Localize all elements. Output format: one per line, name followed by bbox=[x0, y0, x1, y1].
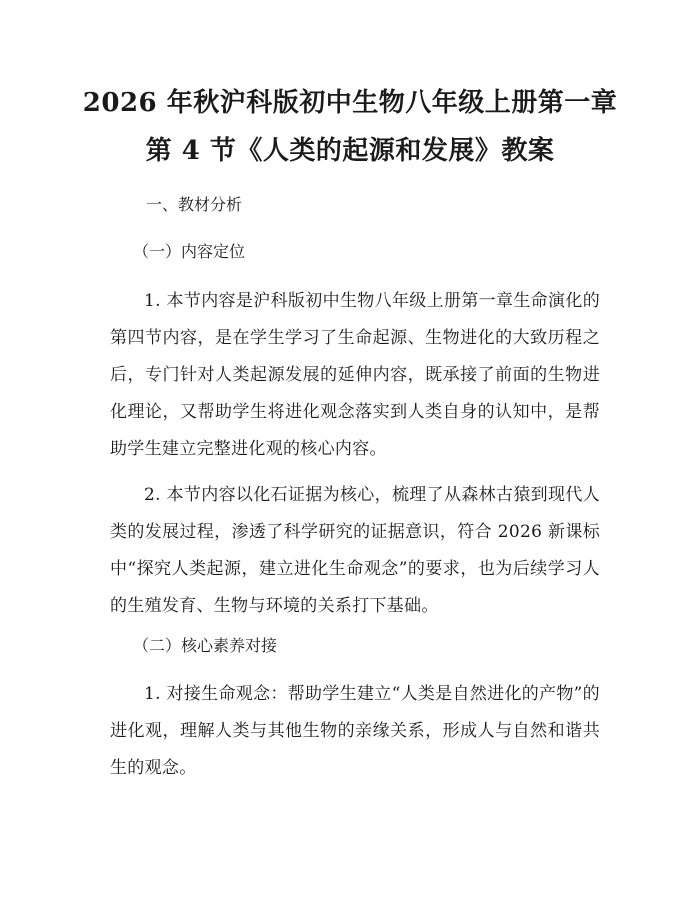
document-title-line-2: 第 4 节《人类的起源和发展》教案 bbox=[145, 136, 555, 166]
paragraph-2: 2. 本节内容以化石证据为核心，梳理了从森林古猿到现代人类的发展过程，渗透了科学研究的证据意识，符合 2026 新课标中“探究人类起源，建立进化生命观念”的要求，也为后续学习人的生殖发育、生物与环境的关系打下基础。 bbox=[110, 485, 600, 616]
paragraph-3: 1. 对接生命观念：帮助学生建立“人类是自然进化的产物”的进化观，理解人类与其他生物的亲缘关系，形成人与自然和谐共生的观念。 bbox=[110, 684, 600, 778]
subsection-heading-content-positioning: （一）内容定位 bbox=[133, 242, 246, 261]
document-title-line-1: 2026 年秋沪科版初中生物八年级上册第一章 bbox=[82, 88, 618, 118]
subsection-heading-core-competencies: （二）核心素养对接 bbox=[133, 636, 278, 655]
section-heading-textbook-analysis: 一、教材分析 bbox=[146, 195, 243, 214]
paragraph-1: 1. 本节内容是沪科版初中生物八年级上册第一章生命演化的第四节内容，是在学生学习了生命起源、生物进化的大致历程之后，专门针对人类起源发展的延伸内容，既承接了前面的生物进化理论，又帮助学生将进化观念落实到人类自身的认知中，是帮助学生建立完整进化观的核心内容。 bbox=[110, 291, 600, 459]
